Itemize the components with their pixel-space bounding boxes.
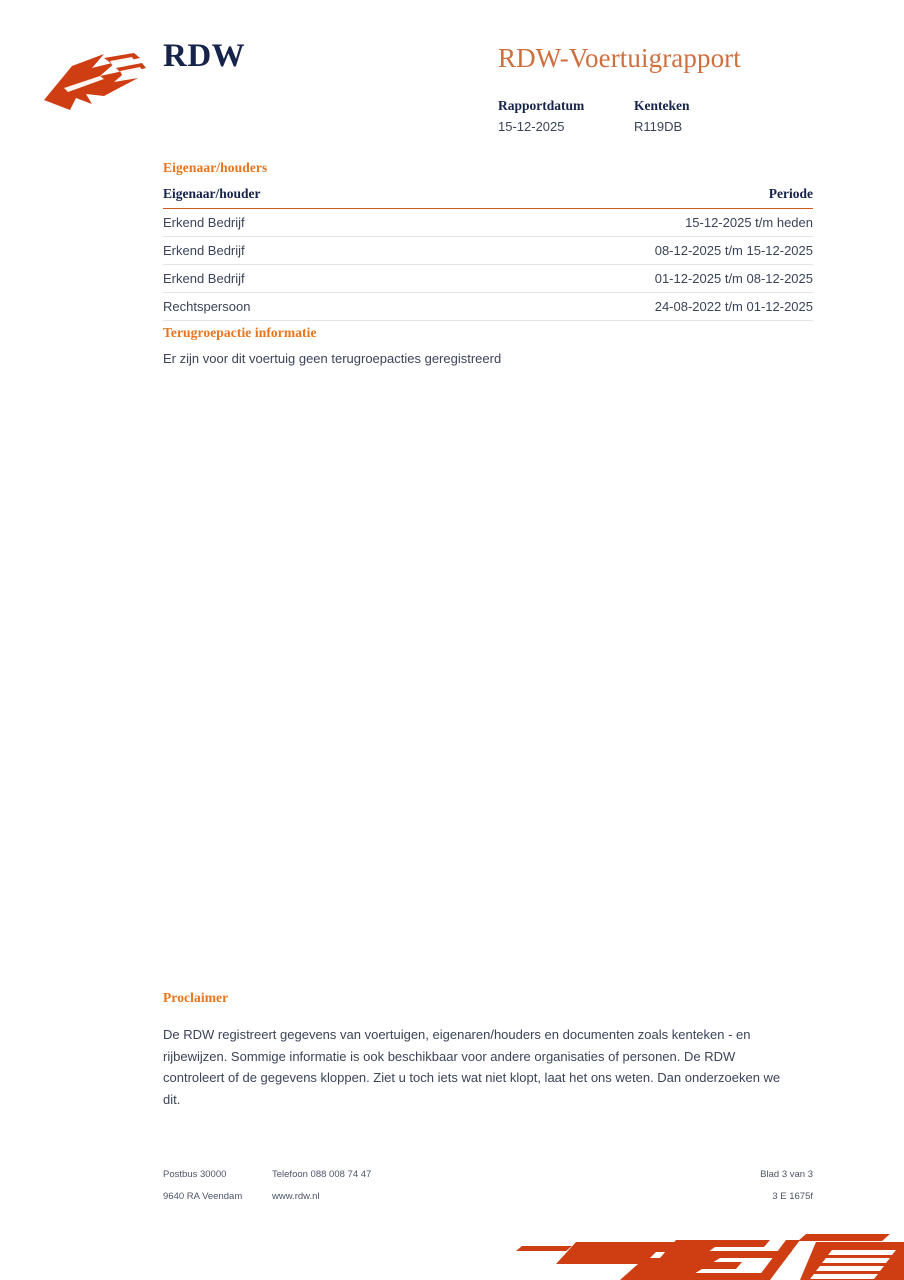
footer-page-indicator: Blad 3 van 3: [760, 1169, 813, 1180]
report-date-field: [498, 97, 634, 136]
owners-table-body: [163, 209, 813, 321]
footer-phone: Telefoon 088 008 74 47: [272, 1169, 372, 1180]
disclaimer-section: [163, 990, 797, 1110]
footer-postbus: Postbus 30000: [163, 1169, 227, 1180]
cell-holder: Erkend Bedrijf: [163, 265, 488, 293]
owners-section: [163, 160, 813, 321]
license-plate-field: [634, 97, 690, 136]
cell-holder: Rechtspersoon: [163, 293, 488, 321]
table-row: [163, 293, 813, 321]
disclaimer-section-title: Proclaimer: [163, 990, 229, 1005]
recall-section-title: Terugroepactie informatie: [163, 325, 317, 340]
owners-section-title: Eigenaar/houders: [163, 160, 268, 175]
column-header-holder: Eigenaar/houder: [163, 186, 488, 209]
license-plate-label: Kenteken: [634, 98, 690, 113]
report-date-label: Rapportdatum: [498, 98, 585, 113]
table-row: [163, 237, 813, 265]
column-header-period: Periode: [488, 186, 813, 209]
cell-holder: Erkend Bedrijf: [163, 237, 488, 265]
cell-period: 24-08-2022 t/m 01-12-2025: [488, 293, 813, 321]
report-date-value: 15-12-2025: [498, 119, 565, 134]
owners-table-header-row: [163, 186, 813, 209]
license-plate-value: R119DB: [634, 119, 683, 134]
footer-city: 9640 RA Veendam: [163, 1191, 243, 1202]
document-header: [0, 0, 904, 150]
recall-section-text: Er zijn voor dit voertuig geen terugroepacties geregistreerd: [163, 351, 502, 366]
rdw-wordmark: RDW: [163, 38, 246, 74]
owners-table: [163, 186, 813, 321]
footer-row-2: [163, 1190, 813, 1212]
rdw-speedlines-graphic-icon: [470, 1218, 904, 1280]
recall-section: [163, 325, 813, 368]
disclaimer-section-text: De RDW registreert gegevens van voertuigen, eigenaren/houders en documenten zoals kenteken - en rijbewijzen. Sommige informatie is ook beschikbaar voor andere organisaties of personen. De RDW controleert of de gegevens kloppen. Ziet u toch iets wat niet klopt, laat het ons weten. Dan onderzoeken we dit.: [163, 1027, 781, 1107]
page-footer: [163, 1168, 813, 1212]
cell-holder: Erkend Bedrijf: [163, 209, 488, 237]
report-meta: [498, 97, 690, 136]
table-row: [163, 265, 813, 293]
table-row: [163, 209, 813, 237]
cell-period: 01-12-2025 t/m 08-12-2025: [488, 265, 813, 293]
footer-row-1: [163, 1168, 813, 1190]
footer-website[interactable]: www.rdw.nl: [272, 1191, 320, 1202]
cell-period: 15-12-2025 t/m heden: [488, 209, 813, 237]
cell-period: 08-12-2025 t/m 15-12-2025: [488, 237, 813, 265]
page-title: RDW-Voertuigrapport: [498, 43, 741, 73]
footer-form-code: 3 E 1675f: [772, 1191, 813, 1202]
rdw-arrow-logo-icon: [42, 52, 162, 114]
